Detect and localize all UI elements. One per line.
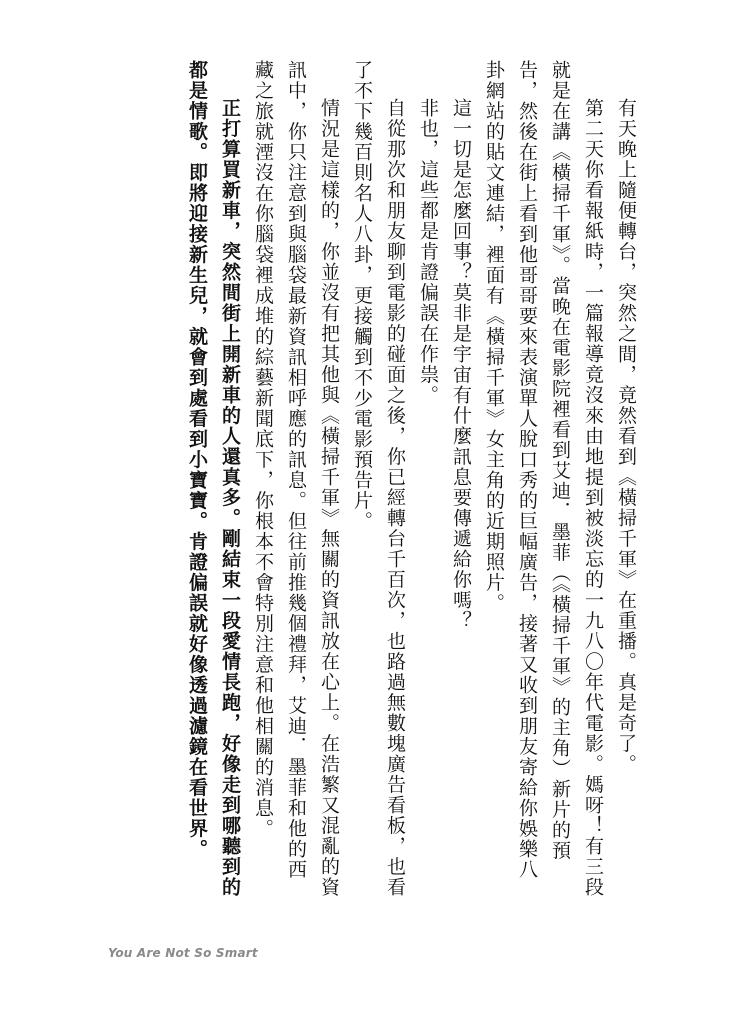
paragraph-3: 這一切是怎麼回事？莫非是宇宙有什麼訊息要傳遞給你嗎？ (450, 98, 472, 631)
paragraph-4: 非也，這些都是肯證偏誤在作祟。 (417, 98, 439, 406)
paragraph-6: 情況是這樣的，你並沒有把其他與《橫掃千軍》無關的資訊放在心上。在浩繁又混亂的資訊中，你只注意到與腦袋最新資訊相呼應的訊息。但往前推幾個禮拜，艾迪．墨菲和他的西藏之旅就湮沒在你腦袋裡成堆的綜藝新聞底下，你根本不會特別注意和他相關的消息。 (252, 60, 340, 898)
paragraph-5: 自從那次和朋友聊到電影的碰面之後，你已經轉台千百次，也路過無數塊廣告看板，也看了不下幾百則名人八卦，更接觸到不少電影預告片。 (351, 60, 406, 898)
vertical-text-body (102, 60, 642, 900)
paragraph-7-bold: 正打算買新車，突然間街上開新車的人還真多。剛結束一段愛情長跑，好像走到哪聽到的都是情歌。即將迎接新生兒，就會到處看到小寶寶。肯證偏誤就好像透過濾鏡在看世界。 (186, 60, 241, 898)
paragraph-2: 第二天你看報紙時，一篇報導竟沒來由地提到被淡忘的一九八〇年代電影。媽呀！有三段就是在講《橫掃千軍》。當晚在電影院裡看到艾迪．墨菲（《橫掃千軍》的主角）新片的預告，然後在街上看到他哥哥要來表演單人脫口秀的巨幅廣告，接著又收到朋友寄給你娛樂八卦網站的貼文連結，裡面有《橫掃千軍》女主角的近期照片。 (483, 60, 604, 898)
running-footer-book-title: You Are Not So Smart (108, 946, 258, 960)
paragraph-1: 有天晚上隨便轉台，突然之間，竟然看到《橫掃千軍》在重播。真是奇了。 (615, 98, 637, 775)
